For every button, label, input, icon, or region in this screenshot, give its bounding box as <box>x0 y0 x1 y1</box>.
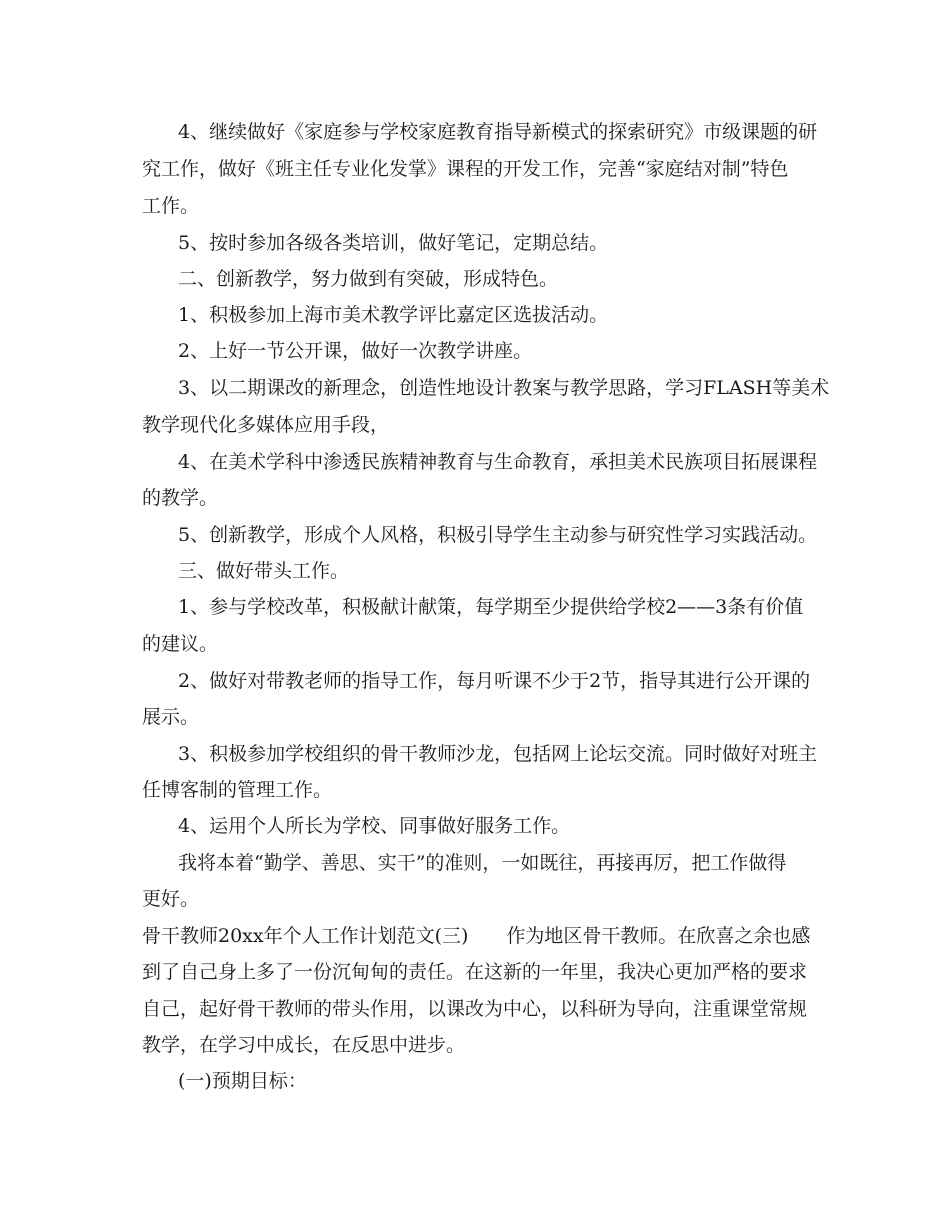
paragraph-line: 4、运用个人所长为学校、同事做好服务工作。 <box>178 815 571 837</box>
section-heading: 二、创新教学，努力做到有突破，形成特色。 <box>178 268 559 290</box>
paragraph-line: 3、积极参加学校组织的骨干教师沙龙，包括网上论坛交流。同时做好对班主 <box>178 743 818 765</box>
paragraph-line: 究工作，做好《班主任专业化发掌》课程的开发工作，完善“家庭结对制”特色 <box>142 158 789 180</box>
paragraph-line: 的建议。 <box>142 633 219 655</box>
paragraph-line: 的教学。 <box>142 487 219 509</box>
paragraph-line: 工作。 <box>142 195 200 217</box>
paragraph-line: 1、积极参加上海市美术教学评比嘉定区选拔活动。 <box>178 304 609 326</box>
paragraph-line: 2、上好一节公开课，做好一次教学讲座。 <box>178 340 533 362</box>
paragraph-line: 5、创新教学，形成个人风格，积极引导学生主动参与研究性学习实践活动。 <box>178 524 818 546</box>
paragraph-line: 5、按时参加各级各类培训，做好笔记，定期总结。 <box>178 232 609 254</box>
subsection-heading: (一)预期目标： <box>178 1070 307 1092</box>
paragraph-line: 任博客制的管理工作。 <box>142 779 333 801</box>
section-heading: 三、做好带头工作。 <box>178 560 350 582</box>
paragraph-line: 展示。 <box>142 706 200 728</box>
paragraph-line: 我将本着“勤学、善思、实干”的准则，一如既往，再接再厉，把工作做得 <box>178 852 787 874</box>
paragraph-line: 1、参与学校改革，积极献计献策，每学期至少提供给学校2——3条有价值 <box>178 596 804 618</box>
paragraph-line: 更好。 <box>142 888 200 910</box>
paragraph-line: 4、在美术学科中渗透民族精神教育与生命教育，承担美术民族项目拓展课程 <box>178 451 818 473</box>
section-title-line: 骨干教师20xx年个人工作计划范文(三) 作为地区骨干教师。在欣喜之余也感 <box>142 925 811 947</box>
paragraph-line: 到了自己身上多了一份沉甸甸的责任。在这新的一年里，我决心更加严格的要求 <box>142 961 808 983</box>
paragraph-line: 3、以二期课改的新理念，创造性地设计教案与教学思路，学习FLASH等美术 <box>178 377 830 399</box>
paragraph-line: 4、继续做好《家庭参与学校家庭教育指导新模式的探索研究》市级课题的研 <box>178 121 818 143</box>
paragraph-line: 自己，起好骨干教师的带头作用，以课改为中心，以科研为导向，注重课堂常规 <box>142 998 808 1020</box>
paragraph-line: 教学，在学习中成长，在反思中进步。 <box>142 1034 466 1056</box>
paragraph-line: 教学现代化多媒体应用手段， <box>142 414 390 436</box>
paragraph-line: 2、做好对带教老师的指导工作，每月听课不少于2节，指导其进行公开课的 <box>178 670 811 692</box>
